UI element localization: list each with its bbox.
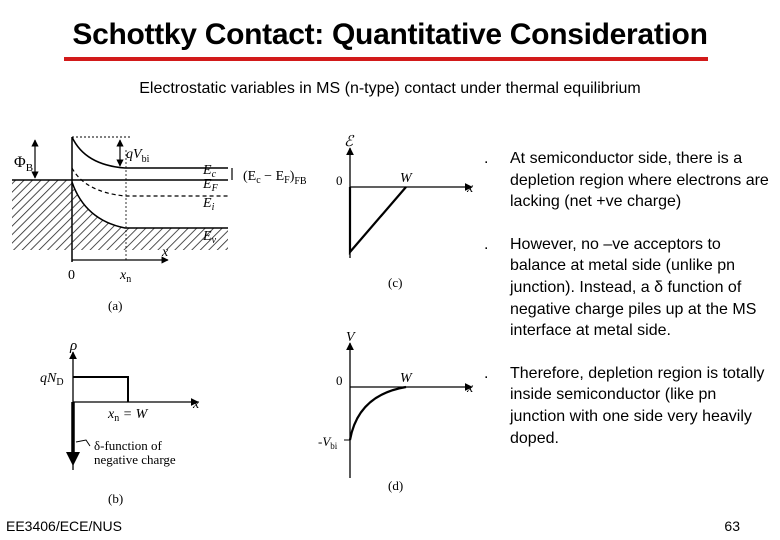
panel-a-band-diagram: [12, 137, 307, 313]
panel-a-caption: (a): [108, 298, 123, 313]
panel-d-caption: (d): [388, 478, 404, 493]
charge-profile: [73, 377, 128, 402]
slide-subtitle: Electrostatic variables in MS (n-type) contact under thermal equilibrium: [139, 80, 641, 97]
slide-title: Schottky Contact: Quantitative Consideration: [72, 18, 708, 51]
phi-b-label: $\Phi_B$: [14, 154, 34, 174]
panel-d-x-label: x: [467, 381, 474, 396]
panel-c-zero: 0: [336, 173, 343, 188]
panel-d-w: W: [400, 371, 412, 386]
xn-label: $x_n$: [120, 268, 132, 285]
panel-d-potential: [318, 330, 474, 493]
panel-c-caption: (c): [388, 275, 403, 290]
field-symbol: ℰ: [344, 134, 354, 150]
bullet-mark: .: [484, 150, 489, 167]
ei-label: $E_i$: [203, 196, 215, 213]
panel-c-x-label: x: [467, 181, 474, 196]
rho-label: ρ: [70, 338, 78, 354]
neg-vbi-label: $-V_{bi}$: [318, 434, 338, 451]
bullet-item: [480, 234, 770, 342]
ec-label: $E_c$: [203, 163, 217, 180]
field-profile: [350, 187, 406, 252]
qnd-label: $qN_D$: [40, 371, 64, 388]
panel-a-zero: 0: [68, 268, 75, 283]
panel-b-charge-density: [40, 338, 200, 506]
xn-eq-w-label: $x_n = W$: [108, 407, 148, 424]
delta-label-1: δ-function of: [94, 438, 162, 453]
ev-label: $E_v$: [203, 229, 217, 246]
panel-a-x-label: x: [162, 245, 169, 260]
potential-profile: [350, 387, 406, 440]
panel-c-electric-field: [336, 134, 474, 290]
bullet-mark: .: [484, 364, 489, 382]
delta-label-2: negative charge: [94, 452, 176, 467]
ef-label: $E_F$: [203, 177, 218, 194]
bullet-text: Therefore, depletion region is totally inside semiconductor (like pn junction with one side very heavily doped.: [510, 364, 765, 447]
bullet-text: However, no –ve acceptors to balance at metal side (unlike pn junction). Instead, a δ function of negative charge piles up at the MS interface at metal side.: [510, 235, 757, 340]
footer-course: EE3406/ECE/NUS: [6, 518, 122, 534]
bullet-mark: .: [484, 235, 489, 253]
panel-c-w: W: [400, 171, 412, 186]
bullet-text: At semiconductor side, there is a depletion region where electrons are lacking (net +ve charge): [510, 150, 769, 211]
panel-b-caption: (b): [108, 491, 124, 506]
panel-b-x-label: x: [193, 397, 200, 412]
ecef-fb-label: $(E_c - E_F)_{FB}$: [243, 169, 307, 187]
bullet-list: [480, 148, 770, 470]
page-number: 63: [724, 518, 740, 534]
qvbi-label: $qV_{bi}$: [126, 147, 150, 165]
bullet-item: [480, 148, 770, 213]
bullet-item: [480, 363, 770, 449]
metal-region: [12, 180, 72, 250]
panel-d-zero: 0: [336, 373, 343, 388]
v-label: V: [346, 330, 355, 345]
